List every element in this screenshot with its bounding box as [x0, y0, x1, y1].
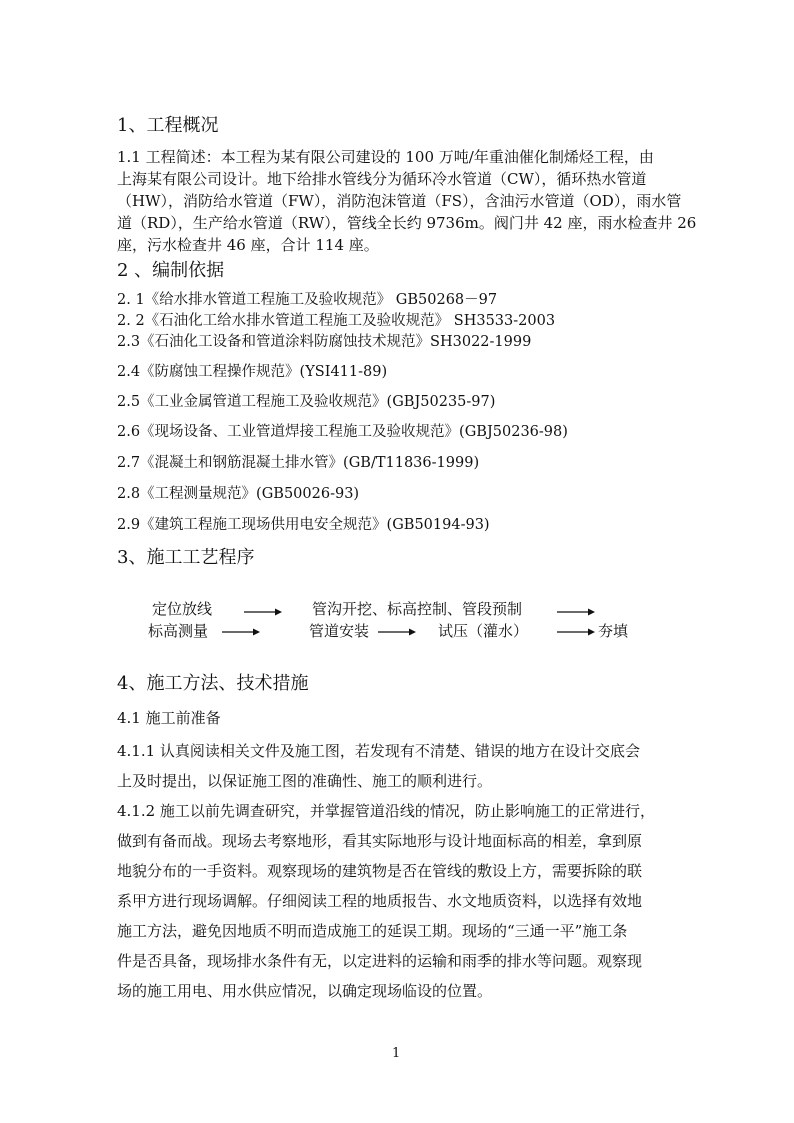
paragraph-line: 上海某有限公司设计。地下给排水管线分为循环冷水管道（CW），循环热水管道: [117, 170, 647, 188]
section-2-heading: 2 、编制依据: [117, 260, 225, 281]
arrow-right-icon: [557, 627, 595, 637]
reference-item: 2.4《防腐蚀工程操作规范》(YSI411-89): [117, 364, 388, 380]
paragraph-line: 道（RD），生产给水管道（RW），管线全长约 9736m。阀门井 42 座，雨水检查井 26: [117, 214, 697, 232]
arrow-right-icon: [244, 607, 282, 617]
reference-item: 2.5《工业金属管道工程施工及验收规范》(GBJ50235-97): [117, 394, 496, 410]
paragraph-line: 场的施工用电、用水供应情况，以确定现场临设的位置。: [117, 982, 493, 1000]
paragraph-line: 4.1.1 认真阅读相关文件及施工图，若发现有不清楚、错误的地方在设计交底会: [117, 742, 640, 760]
paragraph-line: 座，污水检查井 46 座，合计 114 座。: [117, 236, 379, 254]
paragraph-line: 上及时提出，以保证施工图的准确性、施工的顺利进行。: [117, 772, 493, 790]
paragraph-line: 4.1.2 施工以前先调查研究，并掌握管道沿线的情况，防止影响施工的正常进行，: [117, 802, 655, 820]
paragraph-line: 1.1 工程简述：本工程为某有限公司建设的 100 万吨/年重油催化制烯烃工程，由: [117, 148, 654, 166]
page-number: 1: [392, 1046, 401, 1061]
section-1-paragraph: [117, 146, 697, 256]
section-3-heading: 3、施工工艺程序: [117, 547, 255, 568]
arrow-right-icon: [557, 607, 595, 617]
paragraph-line: （HW），消防给水管道（FW），消防泡沫管道（FS），含油污水管道（OD），雨水管: [117, 192, 682, 210]
reference-item: 2.8《工程测量规范》(GB50026-93): [117, 486, 360, 502]
reference-item: 2. 1《给水排水管道工程施工及验收规范》 GB50268－97: [117, 292, 498, 308]
reference-item: 2.9《建筑工程施工现场供用电安全规范》(GB50194-93): [117, 517, 490, 533]
paragraph-4-1-2: [117, 796, 681, 1006]
paragraph-line: 施工方法，避免因地质不明而造成施工的延误工期。现场的“三通一平”施工条: [117, 922, 628, 940]
paragraph-line: 地貌分布的一手资料。观察现场的建筑物是否在管线的敷设上方，需要拆除的联: [117, 862, 643, 880]
paragraph-line: 件是否具备，现场排水条件有无，以定进料的运输和雨季的排水等问题。观察现: [117, 952, 643, 970]
reference-item: 2.3《石油化工设备和管道涂料防腐蚀技术规范》SH3022-1999: [117, 334, 532, 350]
flow-step-4: 管道安装: [309, 622, 370, 640]
flow-step-5: 试压（灌水）: [438, 622, 529, 640]
arrow-right-icon: [222, 627, 260, 637]
paragraph-line: 系甲方进行现场调解。仔细阅读工程的地质报告、水文地质资料，以选择有效地: [117, 892, 643, 910]
flow-step-3: 标高测量: [148, 622, 209, 640]
paragraph-line: 做到有备而战。现场去考察地形，看其实际地形与设计地面标高的相差，拿到原: [117, 832, 643, 850]
subsection-4-1-heading: 4.1 施工前准备: [117, 709, 221, 727]
flow-step-2: 管沟开挖、标高控制、管段预制: [312, 600, 523, 618]
reference-item: 2.6《现场设备、工业管道焊接工程施工及验收规范》(GBJ50236-98): [117, 424, 568, 440]
reference-item: 2.7《混凝土和钢筋混凝土排水管》(GB/T11836-1999): [117, 455, 480, 471]
flow-step-6: 夯填: [598, 622, 629, 640]
flow-step-1: 定位放线: [152, 600, 213, 618]
section-4-heading: 4、施工方法、技术措施: [117, 673, 309, 694]
paragraph-4-1-1: [117, 736, 681, 796]
reference-item: 2. 2《石油化工给水排水管道工程施工及验收规范》 SH3533-2003: [117, 313, 556, 329]
arrow-right-icon: [378, 627, 416, 637]
section-1-heading: 1、工程概况: [117, 115, 219, 136]
